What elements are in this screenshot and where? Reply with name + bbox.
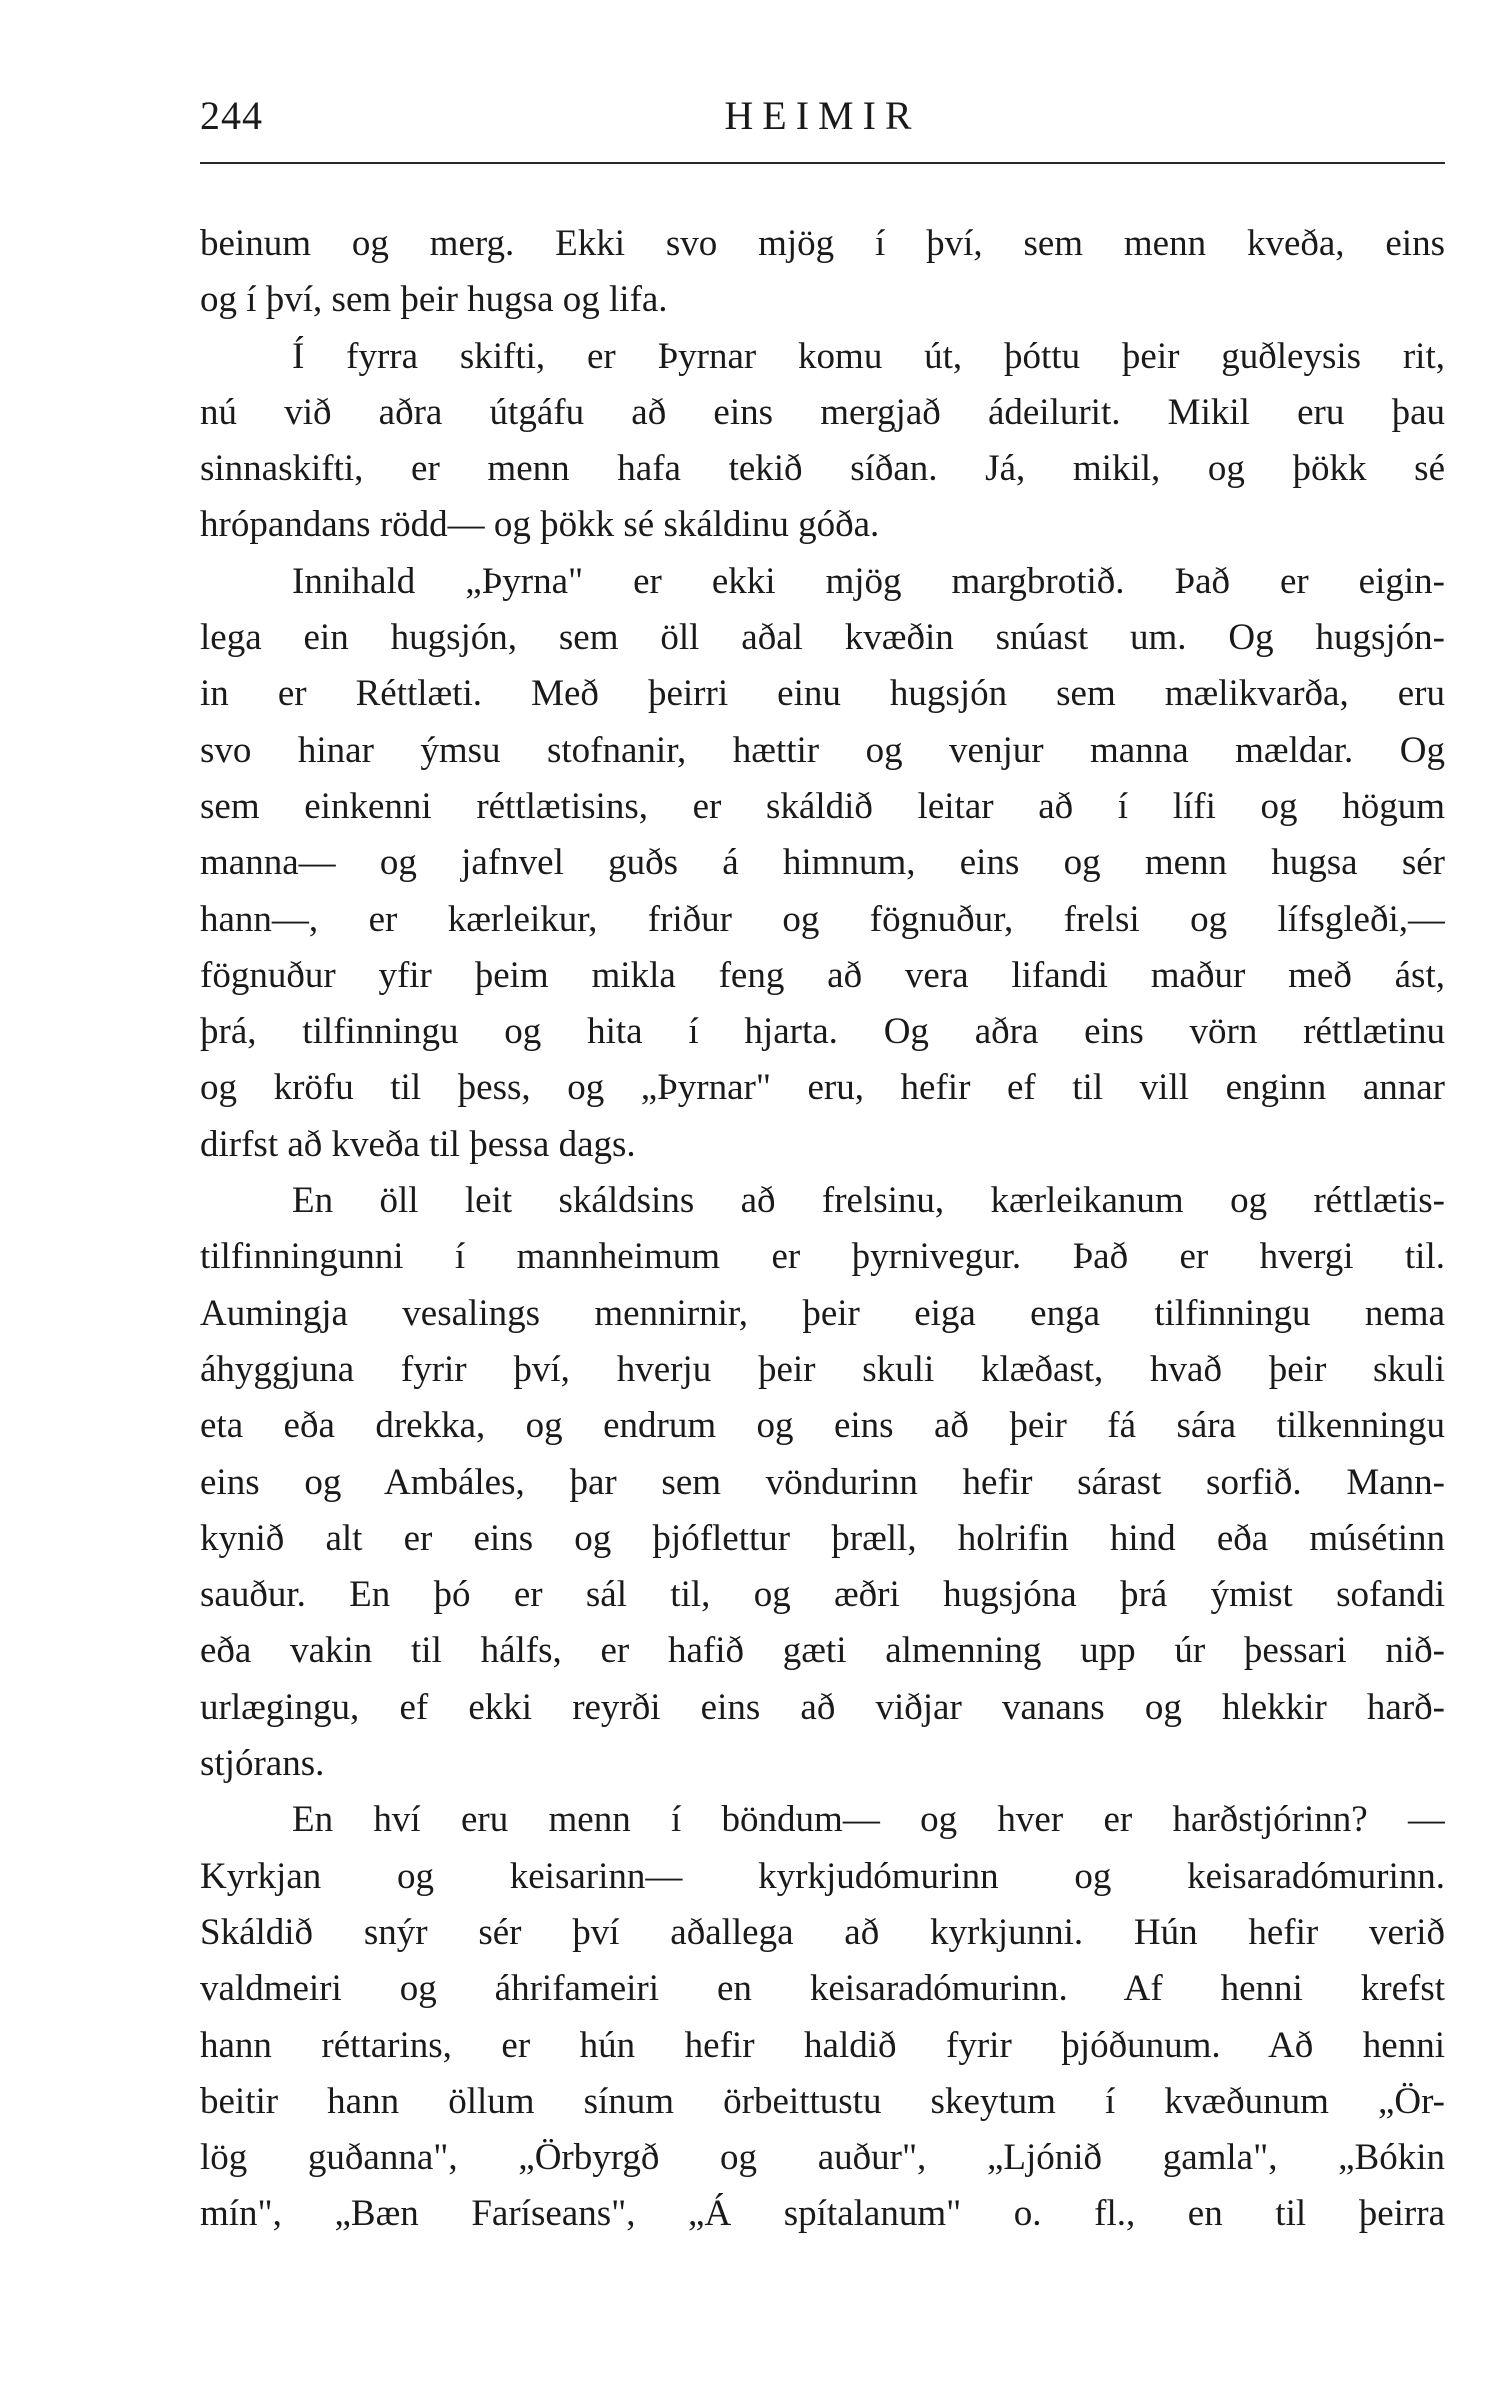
text-line: sauður. En þó er sál til, og æðri hugsjóna þrá ýmist sofandi <box>200 1574 1445 1616</box>
text-line: hann—, er kærleikur, friður og fögnuður, frelsi og lífsgleði,— <box>200 898 1445 940</box>
text-line: valdmeiri og áhrifameiri en keisaradómurinn. Af henni krefst <box>200 1968 1445 2010</box>
text-line: manna— og jafnvel guðs á himnum, eins og menn hugsa sér <box>200 842 1445 884</box>
text-line: eta eða drekka, og endrum og eins að þeir fá sára tilkenningu <box>200 1405 1445 1447</box>
text-line: mín", „Bæn Faríseans", „Á spítalanum" o. fl., en til þeirra <box>200 2193 1445 2235</box>
text-line: beinum og merg. Ekki svo mjög í því, sem menn kveða, eins <box>200 223 1445 264</box>
text-line: dirfst að kveða til þessa dags. <box>200 1123 636 1165</box>
page-number: 244 <box>200 93 263 138</box>
text-line: lega ein hugsjón, sem öll aðal kvæðin snúast um. Og hugsjón- <box>200 617 1445 659</box>
text-line: tilfinningunni í mannheimum er þyrnivegur. Það er hvergi til. <box>200 1236 1445 1278</box>
text-line: En öll leit skáldsins að frelsinu, kærleikanum og réttlætis- <box>292 1180 1445 1222</box>
text-line: sinnaskifti, er menn hafa tekið síðan. Já, mikil, og þökk sé <box>200 448 1445 490</box>
text-line: lög guðanna", „Örbyrgð og auður", „Ljónið gamla", „Bókin <box>200 2137 1445 2179</box>
text-line: Skáldið snýr sér því aðallega að kyrkjunni. Hún hefir verið <box>200 1911 1445 1953</box>
text-line: nú við aðra útgáfu að eins mergjað ádeilurit. Mikil eru þau <box>200 391 1445 433</box>
text-line: áhyggjuna fyrir því, hverju þeir skuli klæðast, hvað þeir skuli <box>200 1348 1445 1390</box>
text-line: En hví eru menn í böndum— og hver er harðstjórinn? — <box>292 1799 1445 1841</box>
text-line: Kyrkjan og keisarinn— kyrkjudómurinn og keisaradómurinn. <box>200 1855 1445 1897</box>
body-text <box>200 216 1445 2243</box>
text-line: kynið alt er eins og þjóflettur þræll, holrifin hind eða músétinn <box>200 1517 1445 1559</box>
text-line: urlægingu, ef ekki reyrði eins að viðjar vanans og hlekkir harð- <box>200 1686 1445 1728</box>
text-line: og í því, sem þeir hugsa og lifa. <box>200 279 668 321</box>
text-line: Innihald „Þyrna" er ekki mjög margbrotið. Það er eigin- <box>292 560 1445 602</box>
text-line: þrá, tilfinningu og hita í hjarta. Og aðra eins vörn réttlætinu <box>200 1011 1445 1053</box>
text-line: eða vakin til hálfs, er hafið gæti almenning upp úr þessari nið- <box>200 1630 1445 1672</box>
text-line: Í fyrra skifti, er Þyrnar komu út, þóttu þeir guðleysis rit, <box>292 335 1445 377</box>
text-line: hann réttarins, er hún hefir haldið fyrir þjóðunum. Að henni <box>200 2024 1445 2066</box>
text-line: stjórans. <box>200 1743 325 1785</box>
page-header <box>200 92 1445 164</box>
text-line: og kröfu til þess, og „Þyrnar" eru, hefir ef til vill enginn annar <box>200 1067 1445 1109</box>
text-line: Aumingja vesalings mennirnir, þeir eiga enga tilfinningu nema <box>200 1292 1445 1334</box>
text-line: in er Réttlæti. Með þeirri einu hugsjón sem mælikvarða, eru <box>200 673 1445 715</box>
header-rule <box>200 162 1445 164</box>
text-line: svo hinar ýmsu stofnanir, hættir og venjur manna mældar. Og <box>200 729 1445 771</box>
text-line: fögnuður yfir þeim mikla feng að vera lifandi maður með ást, <box>200 954 1445 996</box>
text-line: eins og Ambáles, þar sem vöndurinn hefir sárast sorfið. Mann- <box>200 1461 1445 1503</box>
text-line: sem einkenni réttlætisins, er skáldið leitar að í lífi og högum <box>200 785 1445 827</box>
text-line: hrópandans rödd— og þökk sé skáldinu góða. <box>200 504 880 546</box>
text-line: beitir hann öllum sínum örbeittustu skeytum í kvæðunum „Ör- <box>200 2080 1445 2122</box>
running-title: HEIMIR <box>724 93 921 138</box>
